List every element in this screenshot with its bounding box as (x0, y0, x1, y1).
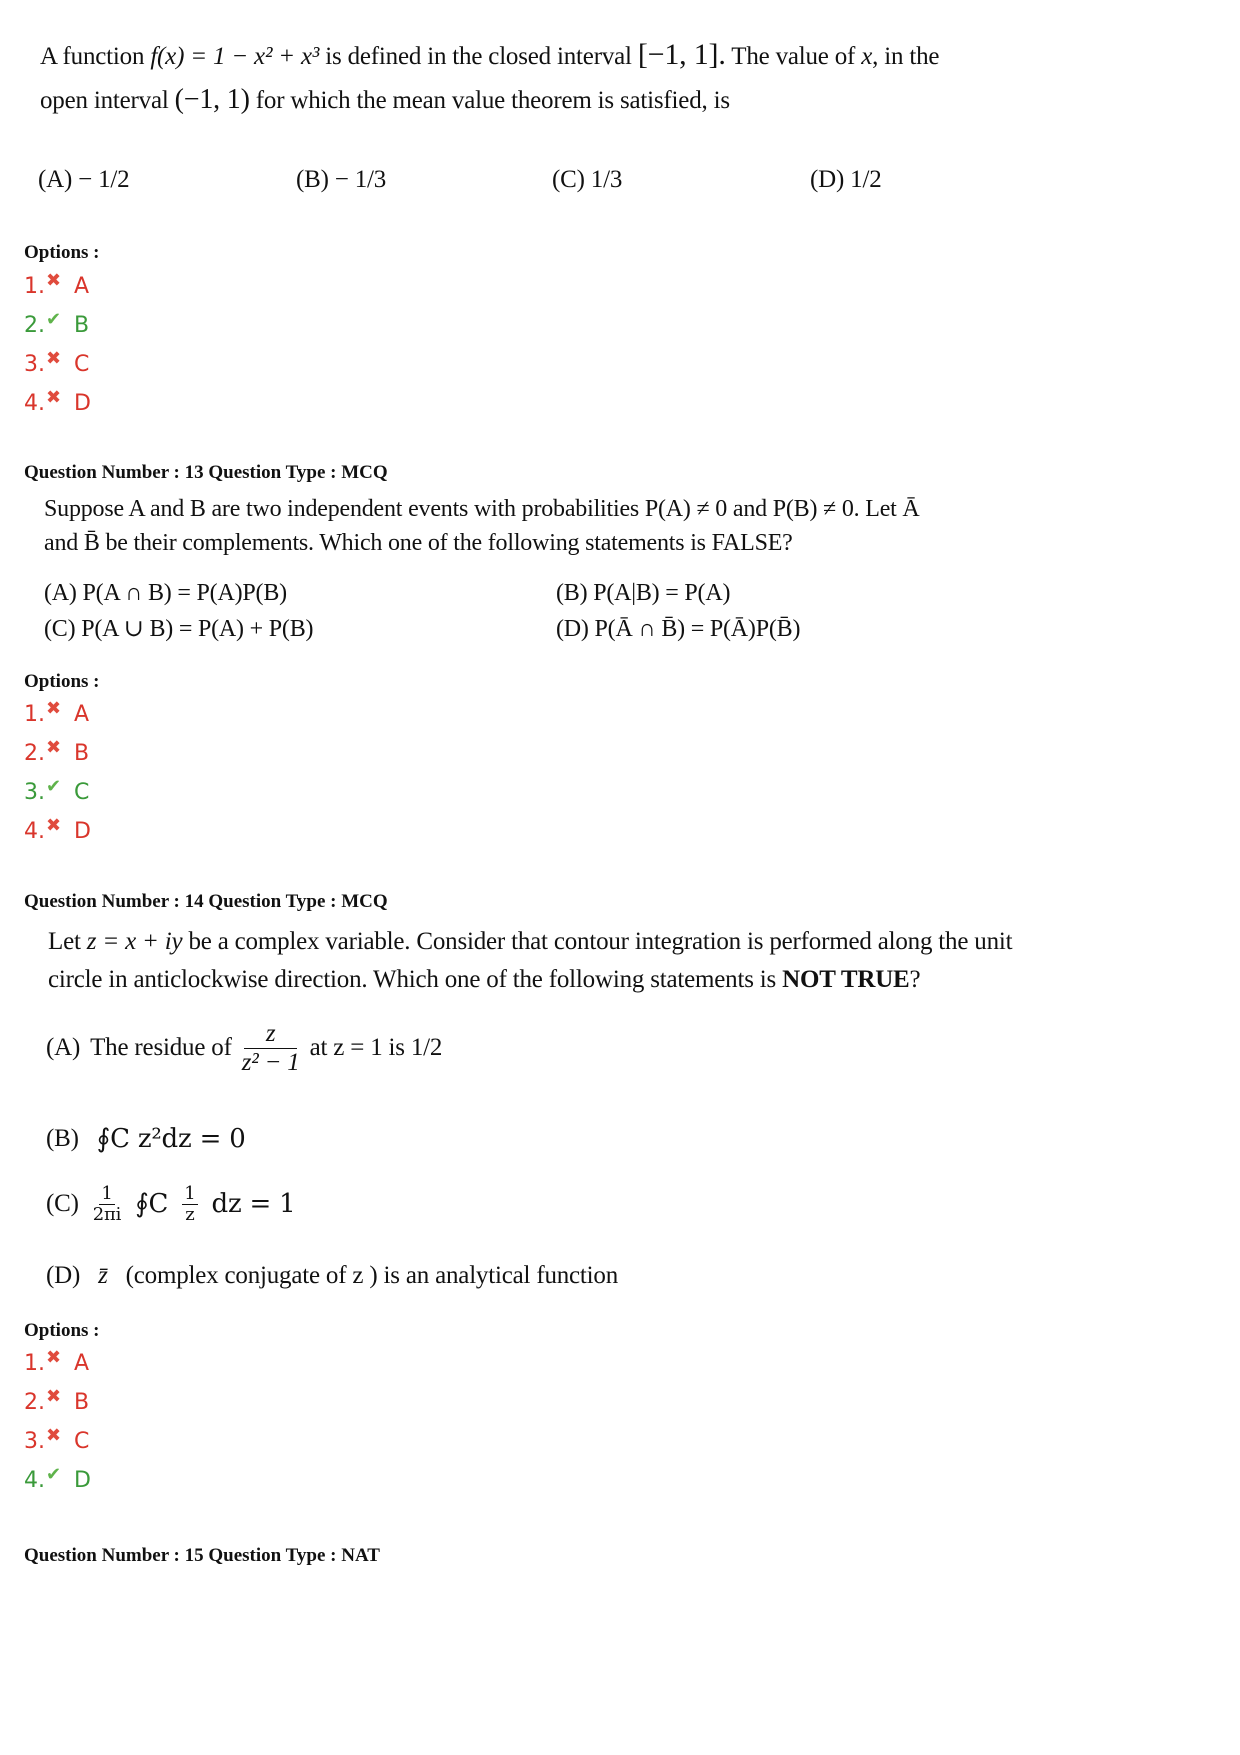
cross-icon: ✖ (46, 698, 62, 719)
q14-text: circle in anticlockwise direction. Which one of the following statements is (48, 966, 777, 993)
q14-choice-c-frac1 (93, 1184, 121, 1225)
q14-choice-a-label: (A) (46, 1034, 81, 1061)
q13-line2: and B̄ be their complements. Which one of the following statements is FALSE? (44, 530, 793, 556)
option-row (24, 1347, 90, 1376)
q14-frac1-den: 2πi (92, 1203, 122, 1225)
q15-header: Question Number : 15 Question Type : NAT (24, 1545, 380, 1566)
option-label: D (74, 1468, 91, 1493)
q12-choice-d: (D) 1/2 (810, 166, 882, 193)
q14-header: Question Number : 14 Question Type : MCQ (24, 891, 388, 912)
cross-icon: ✖ (46, 270, 62, 291)
q12-text: is defined in the closed interval (325, 43, 632, 70)
option-row (24, 737, 90, 766)
q12-choice-b: (B) − 1/3 (296, 166, 387, 193)
q14-var: z = x + iy (86, 928, 183, 955)
q13-choice-d: (D) P(Ā ∩ B̄) = P(Ā)P(B̄) (556, 616, 801, 642)
q13-options-label: Options : (24, 671, 100, 692)
q12-options-label: Options : (24, 242, 100, 263)
option-number: 1. (24, 702, 45, 727)
q14-emphasis: NOT TRUE (782, 966, 910, 993)
q14-frac-num: z (244, 1020, 298, 1049)
option-number: 2. (24, 1390, 45, 1415)
q14-choice-b-math: ∮C z²dz = 0 (96, 1124, 246, 1154)
option-label: C (74, 1429, 90, 1454)
option-row (24, 776, 90, 805)
option-label: A (74, 274, 90, 299)
option-label: D (74, 391, 91, 416)
q12-function: f(x) = 1 − x² + x³ (150, 43, 320, 70)
option-number: 2. (24, 313, 45, 338)
option-label: B (74, 313, 90, 338)
q14-choice-c-frac2 (182, 1184, 197, 1225)
option-number: 3. (24, 352, 45, 377)
q14-choice-c-integral: ∮C (135, 1189, 169, 1220)
q14-choice-a (46, 1020, 442, 1076)
q14-text: be a complex variable. Consider that contour integration is performed along the unit (188, 928, 1013, 955)
q14-frac1-num: 1 (101, 1183, 113, 1204)
option-label: D (74, 819, 91, 844)
q12-open-interval: (−1, 1) (174, 84, 250, 115)
option-row (24, 1425, 90, 1454)
q14-choice-d-symbol: z̄ (98, 1262, 108, 1289)
check-icon: ✔ (46, 1464, 62, 1485)
cross-icon: ✖ (46, 815, 62, 836)
q14-frac2-num: 1 (184, 1183, 196, 1204)
q14-frac-den: z² − 1 (241, 1048, 300, 1076)
q12-interval: [−1, 1]. (637, 38, 726, 71)
q14-choice-c (46, 1184, 296, 1225)
q14-choice-b-label: (B) (46, 1125, 79, 1152)
q12-var: x (861, 43, 873, 70)
q12-line1 (40, 38, 939, 72)
q14-text: Let (48, 928, 81, 955)
q14-choice-b (46, 1124, 246, 1154)
option-number: 3. (24, 780, 45, 805)
check-icon: ✔ (46, 309, 62, 330)
q12-text: for which the mean value theorem is satisfied, is (255, 87, 730, 114)
option-number: 1. (24, 274, 45, 299)
q14-choice-d-text: (complex conjugate of z ) is an analytical function (125, 1262, 619, 1289)
cross-icon: ✖ (46, 348, 62, 369)
q13-line1: Suppose A and B are two independent events with probabilities P(A) ≠ 0 and P(B) ≠ 0. Let Ā (44, 496, 920, 522)
q12-choice-c: (C) 1/3 (552, 166, 623, 193)
option-row (24, 1386, 90, 1415)
option-number: 4. (24, 819, 45, 844)
q14-choice-a-text: The residue of (90, 1034, 232, 1061)
option-number: 1. (24, 1351, 45, 1376)
q14-choice-a-tail: at z = 1 is 1/2 (309, 1034, 443, 1061)
option-number: 3. (24, 1429, 45, 1454)
option-row (24, 698, 90, 727)
option-row (24, 387, 91, 416)
q13-choice-b: (B) P(A|B) = P(A) (556, 580, 731, 606)
option-label: A (74, 1351, 90, 1376)
option-label: B (74, 741, 90, 766)
cross-icon: ✖ (46, 387, 62, 408)
q13-header: Question Number : 13 Question Type : MCQ (24, 462, 388, 483)
q14-frac2-den: z (185, 1203, 195, 1225)
option-row (24, 309, 90, 338)
q14-choice-c-tail: dz = 1 (211, 1189, 296, 1220)
q14-choice-d (46, 1262, 618, 1290)
check-icon: ✔ (46, 776, 62, 797)
q14-choice-c-label: (C) (46, 1190, 79, 1218)
q12-text: , in the (872, 43, 940, 70)
q14-line1 (48, 928, 1012, 956)
q12-text: The value of (731, 43, 856, 70)
option-row (24, 270, 90, 299)
option-number: 4. (24, 1468, 45, 1493)
q12-line2 (40, 84, 730, 116)
cross-icon: ✖ (46, 1386, 62, 1407)
option-label: A (74, 702, 90, 727)
q12-choice-a: (A) − 1/2 (38, 166, 130, 193)
option-label: C (74, 780, 90, 805)
q14-text: ? (909, 966, 921, 993)
option-row (24, 348, 90, 377)
q14-line2 (48, 966, 920, 994)
cross-icon: ✖ (46, 1425, 62, 1446)
q14-choice-a-fraction (242, 1020, 300, 1076)
option-label: C (74, 352, 90, 377)
q14-choice-d-label: (D) (46, 1262, 81, 1289)
cross-icon: ✖ (46, 1347, 62, 1368)
option-row (24, 1464, 91, 1493)
option-label: B (74, 1390, 90, 1415)
option-row (24, 815, 91, 844)
q12-text: open interval (40, 87, 169, 114)
q13-choice-a: (A) P(A ∩ B) = P(A)P(B) (44, 580, 287, 606)
q12-text: A function (40, 43, 145, 70)
q13-choice-c: (C) P(A ∪ B) = P(A) + P(B) (44, 616, 314, 642)
option-number: 4. (24, 391, 45, 416)
cross-icon: ✖ (46, 737, 62, 758)
option-number: 2. (24, 741, 45, 766)
q14-options-label: Options : (24, 1320, 100, 1341)
